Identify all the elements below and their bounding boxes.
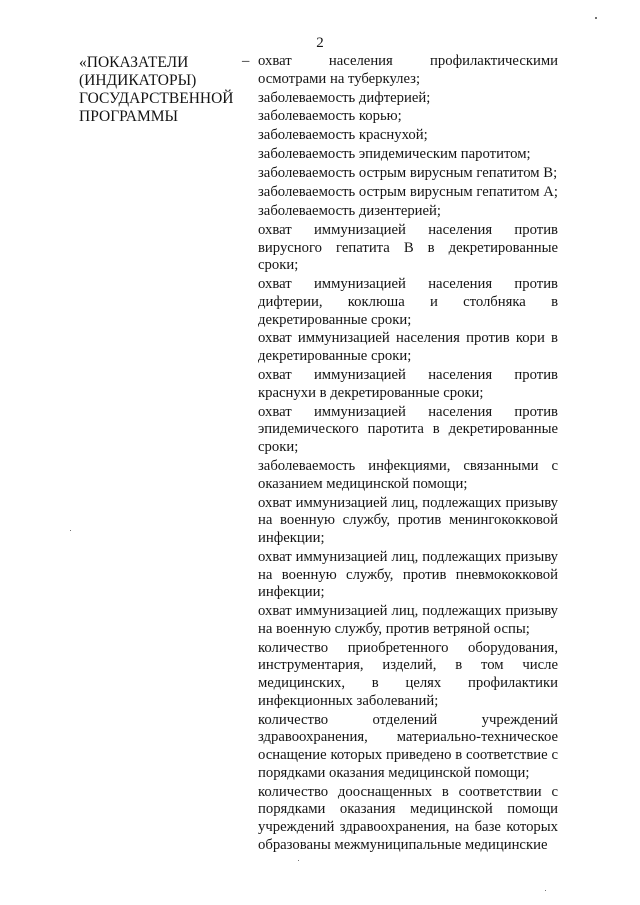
list-item: заболеваемость острым вирусным гепатитом B; (258, 165, 558, 182)
list-item: охват иммунизацией лиц, подлежащих призыву на военную службу, против ветряной оспы; (258, 603, 558, 637)
scan-speck (595, 17, 597, 19)
list-item: охват иммунизацией населения против вирусного гепатита B в декретированные сроки; (258, 221, 558, 274)
list-item: охват иммунизацией населения против дифтерии, коклюша и столбняка в декретированные сроки; (258, 276, 558, 328)
list-item: заболеваемость дизентерией; (258, 202, 441, 219)
list-item: заболеваемость эпидемическим паротитом; (258, 146, 531, 163)
list-item: заболеваемость дифтерией; (258, 89, 431, 106)
list-item (242, 53, 558, 88)
list-item: охват иммунизацией населения против краснухи в декретированные сроки; (258, 367, 558, 401)
list-item: охват иммунизацией лиц, подлежащих призыву на военную службу, против менингококковой инфекции; (258, 494, 558, 546)
list-item: охват иммунизацией населения против кори в декретированные сроки; (258, 330, 558, 365)
indicator-list (242, 53, 558, 856)
list-item: количество приобретенного оборудования, инструментария, изделий, в том числе медицинских, в целях профилактики инфекционных заболеваний; (258, 639, 558, 709)
list-item: заболеваемость инфекциями, связанными с оказанием медицинской помощи; (258, 457, 558, 492)
page-number: 2 (316, 35, 324, 51)
list-item: охват иммунизацией населения против эпидемического паротита в декретированные сроки; (258, 403, 558, 456)
scan-speck (298, 860, 299, 861)
list-item-text: охват населения профилактическими осмотрами на туберкулез; (258, 53, 558, 87)
list-item: количество отделений учреждений здравоохранения, материально-техническое оснащение которых приведено в соответствие с порядками оказания медицинской помощи; (258, 711, 558, 781)
scan-speck (70, 530, 71, 531)
list-item: охват иммунизацией лиц, подлежащих призыву на военную службу, против пневмококковой инфекции; (258, 548, 558, 601)
list-item: заболеваемость корью; (258, 108, 402, 125)
scan-speck (545, 890, 546, 891)
list-dash: – (242, 53, 250, 69)
list-item: заболеваемость острым вирусным гепатитом A; (258, 184, 558, 201)
program-indicators-heading: «ПОКАЗАТЕЛИ (ИНДИКАТОРЫ) ГОСУДАРСТВЕННОЙ ПРОГРАММЫ (79, 54, 234, 125)
list-item: количество дооснащенных в соответствии с порядками оказания медицинской помощи учреждений здравоохранения, на базе которых образованы межмуниципальные медицинские (258, 783, 558, 853)
list-item: заболеваемость краснухой; (258, 127, 428, 144)
